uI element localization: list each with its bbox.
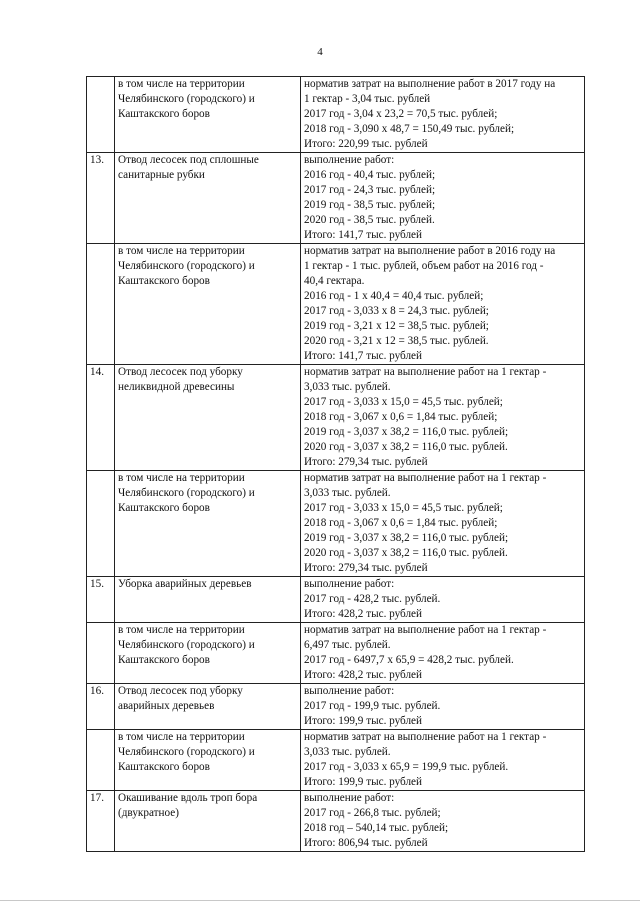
description-line: 2017 год - 3,033 х 15,0 = 45,5 тыс. рублей; <box>304 502 503 514</box>
work-name <box>115 623 301 684</box>
work-name-line: санитарные рубки <box>118 169 205 181</box>
work-name <box>115 791 301 852</box>
row-number: 16. <box>87 684 115 730</box>
table-row <box>87 684 585 730</box>
work-name <box>115 684 301 730</box>
work-name <box>115 730 301 791</box>
row-number: 14. <box>87 365 115 471</box>
description-line: Итого: 199,9 тыс. рублей <box>304 715 422 727</box>
work-name <box>115 577 301 623</box>
description-line: 2017 год - 428,2 тыс. рублей. <box>304 593 441 605</box>
work-description <box>301 153 585 244</box>
description-line: норматив затрат на выполнение работ на 1 гектар - <box>304 624 547 636</box>
description-line: норматив затрат на выполнение работ на 1 гектар - <box>304 472 547 484</box>
work-name-line: в том числе на территории <box>118 78 245 90</box>
work-description <box>301 77 585 153</box>
work-name <box>115 244 301 365</box>
description-line: 2016 год - 1 х 40,4 = 40,4 тыс. рублей; <box>304 290 484 302</box>
work-name-line: Окашивание вдоль троп бора <box>118 792 258 804</box>
row-number <box>87 623 115 684</box>
row-number: 13. <box>87 153 115 244</box>
description-line: Итого: 141,7 тыс. рублей <box>304 350 422 362</box>
description-line: Итого: 279,34 тыс. рублей <box>304 456 428 468</box>
description-line: 2019 год - 3,037 х 38,2 = 116,0 тыс. рублей; <box>304 426 509 438</box>
work-name-line: аварийных деревьев <box>118 700 215 712</box>
table-row <box>87 730 585 791</box>
description-line: 2017 год - 3,033 х 15,0 = 45,5 тыс. рублей; <box>304 396 503 408</box>
work-name-line: (двукратное) <box>118 807 179 819</box>
description-line: 2017 год - 3,033 х 65,9 = 199,9 тыс. рублей. <box>304 761 509 773</box>
row-number: 17. <box>87 791 115 852</box>
work-name-line: Челябинского (городского) и <box>118 639 255 651</box>
table-row <box>87 365 585 471</box>
description-line: 2019 год - 3,037 х 38,2 = 116,0 тыс. рублей; <box>304 532 509 544</box>
work-name <box>115 471 301 577</box>
row-number: 15. <box>87 577 115 623</box>
work-name <box>115 153 301 244</box>
work-description <box>301 730 585 791</box>
page-number: 4 <box>317 46 323 58</box>
work-name-line: Каштакского боров <box>118 108 210 120</box>
row-number <box>87 77 115 153</box>
page-bottom-edge <box>0 900 640 901</box>
work-name-line: Отвод лесосек под сплошные <box>118 154 259 166</box>
work-name-line: Отвод лесосек под уборку <box>118 366 243 378</box>
description-line: 2018 год - 3,090 х 48,7 = 150,49 тыс. рублей; <box>304 123 515 135</box>
description-line: Итого: 199,9 тыс. рублей <box>304 776 422 788</box>
description-line: Итого: 806,94 тыс. рублей <box>304 837 428 849</box>
work-description <box>301 791 585 852</box>
description-line: 2019 год - 3,21 х 12 = 38,5 тыс. рублей; <box>304 320 489 332</box>
description-line: выполнение работ: <box>304 685 395 697</box>
description-line: норматив затрат на выполнение работ в 2017 году на <box>304 78 556 90</box>
description-line: 3,033 тыс. рублей. <box>304 487 391 499</box>
table-row <box>87 153 585 244</box>
row-number <box>87 730 115 791</box>
description-line: Итого: 428,2 тыс. рублей <box>304 608 422 620</box>
work-description <box>301 365 585 471</box>
work-name-line: Челябинского (городского) и <box>118 260 255 272</box>
works-table <box>86 76 585 852</box>
description-line: 2020 год - 3,037 х 38,2 = 116,0 тыс. рублей. <box>304 547 508 559</box>
description-line: 2019 год - 38,5 тыс. рублей; <box>304 199 436 211</box>
table-row <box>87 471 585 577</box>
description-line: 2017 год - 3,033 х 8 = 24,3 тыс. рублей; <box>304 305 489 317</box>
description-line: Итого: 279,34 тыс. рублей <box>304 562 428 574</box>
description-line: 2018 год – 540,14 тыс. рублей; <box>304 822 449 834</box>
work-name-line: в том числе на территории <box>118 731 245 743</box>
work-name <box>115 365 301 471</box>
description-line: 2017 год - 24,3 тыс. рублей; <box>304 184 436 196</box>
table-row <box>87 791 585 852</box>
table-row <box>87 77 585 153</box>
description-line: 2017 год - 3,04 х 23,2 = 70,5 тыс. рублей; <box>304 108 498 120</box>
work-name-line: в том числе на территории <box>118 472 245 484</box>
description-line: 2020 год - 3,037 х 38,2 = 116,0 тыс. рублей. <box>304 441 508 453</box>
description-line: 1 гектар - 3,04 тыс. рублей <box>304 93 431 105</box>
work-name-line: Челябинского (городского) и <box>118 93 255 105</box>
description-line: 3,033 тыс. рублей. <box>304 381 391 393</box>
works-table-body <box>87 77 585 852</box>
work-name-line: в том числе на территории <box>118 245 245 257</box>
work-name-line: Каштакского боров <box>118 275 210 287</box>
description-line: Итого: 220,99 тыс. рублей <box>304 138 428 150</box>
row-number <box>87 471 115 577</box>
description-line: 3,033 тыс. рублей. <box>304 746 391 758</box>
description-line: 6,497 тыс. рублей. <box>304 639 391 651</box>
work-name-line: в том числе на территории <box>118 624 245 636</box>
description-line: 2018 год - 3,067 х 0,6 = 1,84 тыс. рублей; <box>304 517 498 529</box>
description-line: 2017 год - 6497,7 х 65,9 = 428,2 тыс. рублей. <box>304 654 514 666</box>
table-row <box>87 244 585 365</box>
work-name <box>115 77 301 153</box>
description-line: 1 гектар - 1 тыс. рублей, объем работ на 2016 год - <box>304 260 544 272</box>
work-name-line: Челябинского (городского) и <box>118 487 255 499</box>
description-line: 2016 год - 40,4 тыс. рублей; <box>304 169 436 181</box>
description-line: 2020 год - 38,5 тыс. рублей. <box>304 214 435 226</box>
description-line: 2020 год - 3,21 х 12 = 38,5 тыс. рублей. <box>304 335 489 347</box>
work-description <box>301 471 585 577</box>
work-name-line: Каштакского боров <box>118 654 210 666</box>
description-line: выполнение работ: <box>304 154 395 166</box>
work-name-line: Каштакского боров <box>118 502 210 514</box>
description-line: норматив затрат на выполнение работ на 1 гектар - <box>304 366 547 378</box>
row-number <box>87 244 115 365</box>
work-name-line: Уборка аварийных деревьев <box>118 578 252 590</box>
description-line: норматив затрат на выполнение работ в 2016 году на <box>304 245 556 257</box>
table-row <box>87 623 585 684</box>
work-name-line: Челябинского (городского) и <box>118 746 255 758</box>
description-line: 2017 год - 199,9 тыс. рублей. <box>304 700 441 712</box>
work-name-line: Каштакского боров <box>118 761 210 773</box>
description-line: норматив затрат на выполнение работ на 1 гектар - <box>304 731 547 743</box>
description-line: выполнение работ: <box>304 578 395 590</box>
table-row <box>87 577 585 623</box>
work-description <box>301 623 585 684</box>
work-name-line: неликвидной древесины <box>118 381 235 393</box>
description-line: выполнение работ: <box>304 792 395 804</box>
description-line: 40,4 гектара. <box>304 275 365 287</box>
work-description <box>301 684 585 730</box>
description-line: 2018 год - 3,067 х 0,6 = 1,84 тыс. рублей; <box>304 411 498 423</box>
work-name-line: Отвод лесосек под уборку <box>118 685 243 697</box>
work-description <box>301 577 585 623</box>
description-line: Итого: 141,7 тыс. рублей <box>304 229 422 241</box>
description-line: Итого: 428,2 тыс. рублей <box>304 669 422 681</box>
work-description <box>301 244 585 365</box>
description-line: 2017 год - 266,8 тыс. рублей; <box>304 807 441 819</box>
